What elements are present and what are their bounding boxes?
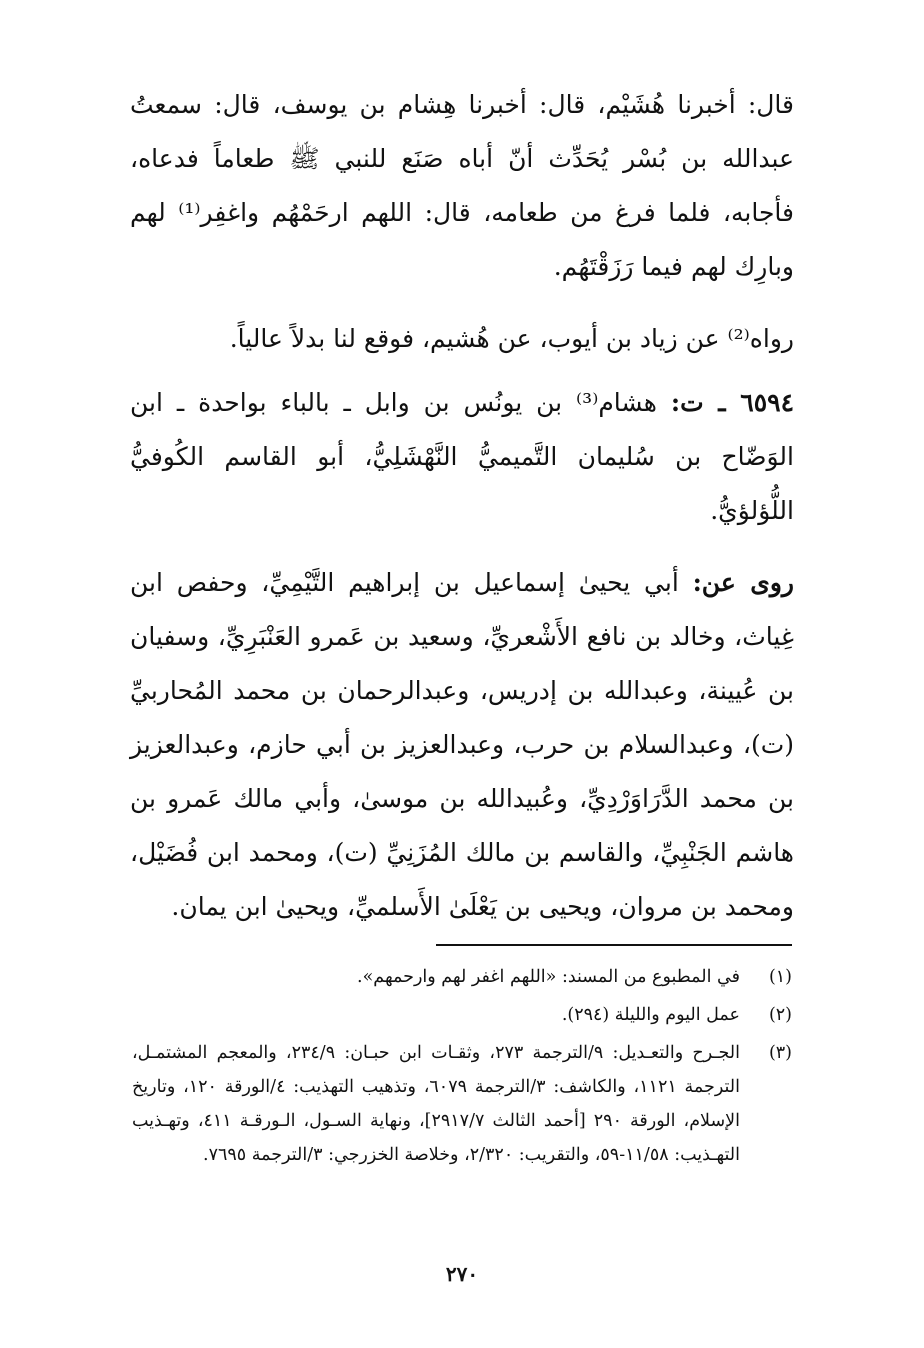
footnote-text: الجـرح والتعـديل: ٩/الترجمة ٢٧٣، وثقـات ابن حبـان: ٢٣٤/٩، والمعجم المشتمـل، الترجمة ١١٢١، والكاشف: ٣/الترجمة ٦٠٧٩، وتذهيب التهذيب: ٤/الورقة ١٢٠، وتاريخ الإسلام، الورقة ٢٩٠ [أحمد الثالث ٢٩١٧/٧]، ونهاية السـول، الـورقـة ٤١١، وتهـذيب التهـذيب: ١١/٥٨-٥٩، والتقريب: ٢/٣٢٠، وخلاصة الخزرجي: ٣/الترجمة ٧٦٩٥. [132, 1043, 740, 1165]
footnotes [132, 960, 792, 1176]
entry-number: ٦٥٩٤ ـ ت: [670, 388, 794, 417]
narrated-from-paragraph [130, 556, 794, 934]
page-number: ٢٧٠ [445, 1262, 479, 1286]
footnote-divider [436, 944, 792, 946]
footnote-text: في المطبوع من المسند: «اللهم اغفر لهم وارحمهم». [357, 967, 740, 987]
footnote-1 [132, 960, 792, 994]
footnote-2 [132, 998, 792, 1032]
footnote-3 [132, 1036, 792, 1172]
footnote-text: عمل اليوم والليلة (٢٩٤). [561, 1005, 740, 1025]
hadith-paragraph: قال: أخبرنا هُشَيْم، قال: أخبرنا هِشام بن يوسف، قال: سمعتُ عبدالله بن بُسْر يُحَدِّث أنّ أباه صَنَع للنبي ﷺ طعاماً فدعاه، فأجابه، فلما فرغ من طعامه، قال: اللهم ارحَمْهُم واغفِر⁽¹⁾ لهم وبارِك لهم فيما رَزَقْتَهُم. [130, 90, 794, 281]
footnote-number: (٢) [768, 1005, 792, 1025]
biography-entry [130, 376, 794, 538]
entry-text: هشام⁽³⁾ بن يونُس بن وابل ـ بالباء بواحدة ـ ابن الوَضّاح بن سُليمان التَّميميُّ النَّهْشَلِيُّ، أبو القاسم الكُوفيُّ اللُّؤلؤيُّ. [130, 388, 794, 525]
footnote-number: (٣) [768, 1043, 792, 1063]
narrated-from-label: روى عن: [692, 568, 794, 597]
narrated-from-text: أبي يحيىٰ إسماعيل بن إبراهيم التَّيْمِيِّ، وحفص ابن غِياث، وخالد بن نافع الأَشْعريِّ، وسعيد بن عَمرو العَنْبَرِيِّ، وسفيان بن عُيينة، وعبدالله بن إدريس، وعبدالرحمان بن محمد المُحاربيِّ (ت)، وعبدالسلام بن حرب، وعبدالعزيز بن أبي حازم، وعبدالعزيز بن محمد الدَّرَاوَرْدِيِّ، وعُبيدالله بن موسىٰ، وأبي مالك عَمرو بن هاشم الجَنْبِيِّ، والقاسم بن مالك المُزَنِيِّ (ت)، ومحمد ابن فُضَيْل، ومحمد بن مروان، ويحيى بن يَعْلَىٰ الأَسلميِّ، ويحيىٰ ابن يمان. [130, 568, 794, 921]
footnote-number: (١) [768, 967, 792, 987]
riwayah-note: رواه⁽²⁾ عن زياد بن أيوب، عن هُشيم، فوقع لنا بدلاً عالياً. [229, 324, 794, 353]
main-text [130, 78, 794, 952]
